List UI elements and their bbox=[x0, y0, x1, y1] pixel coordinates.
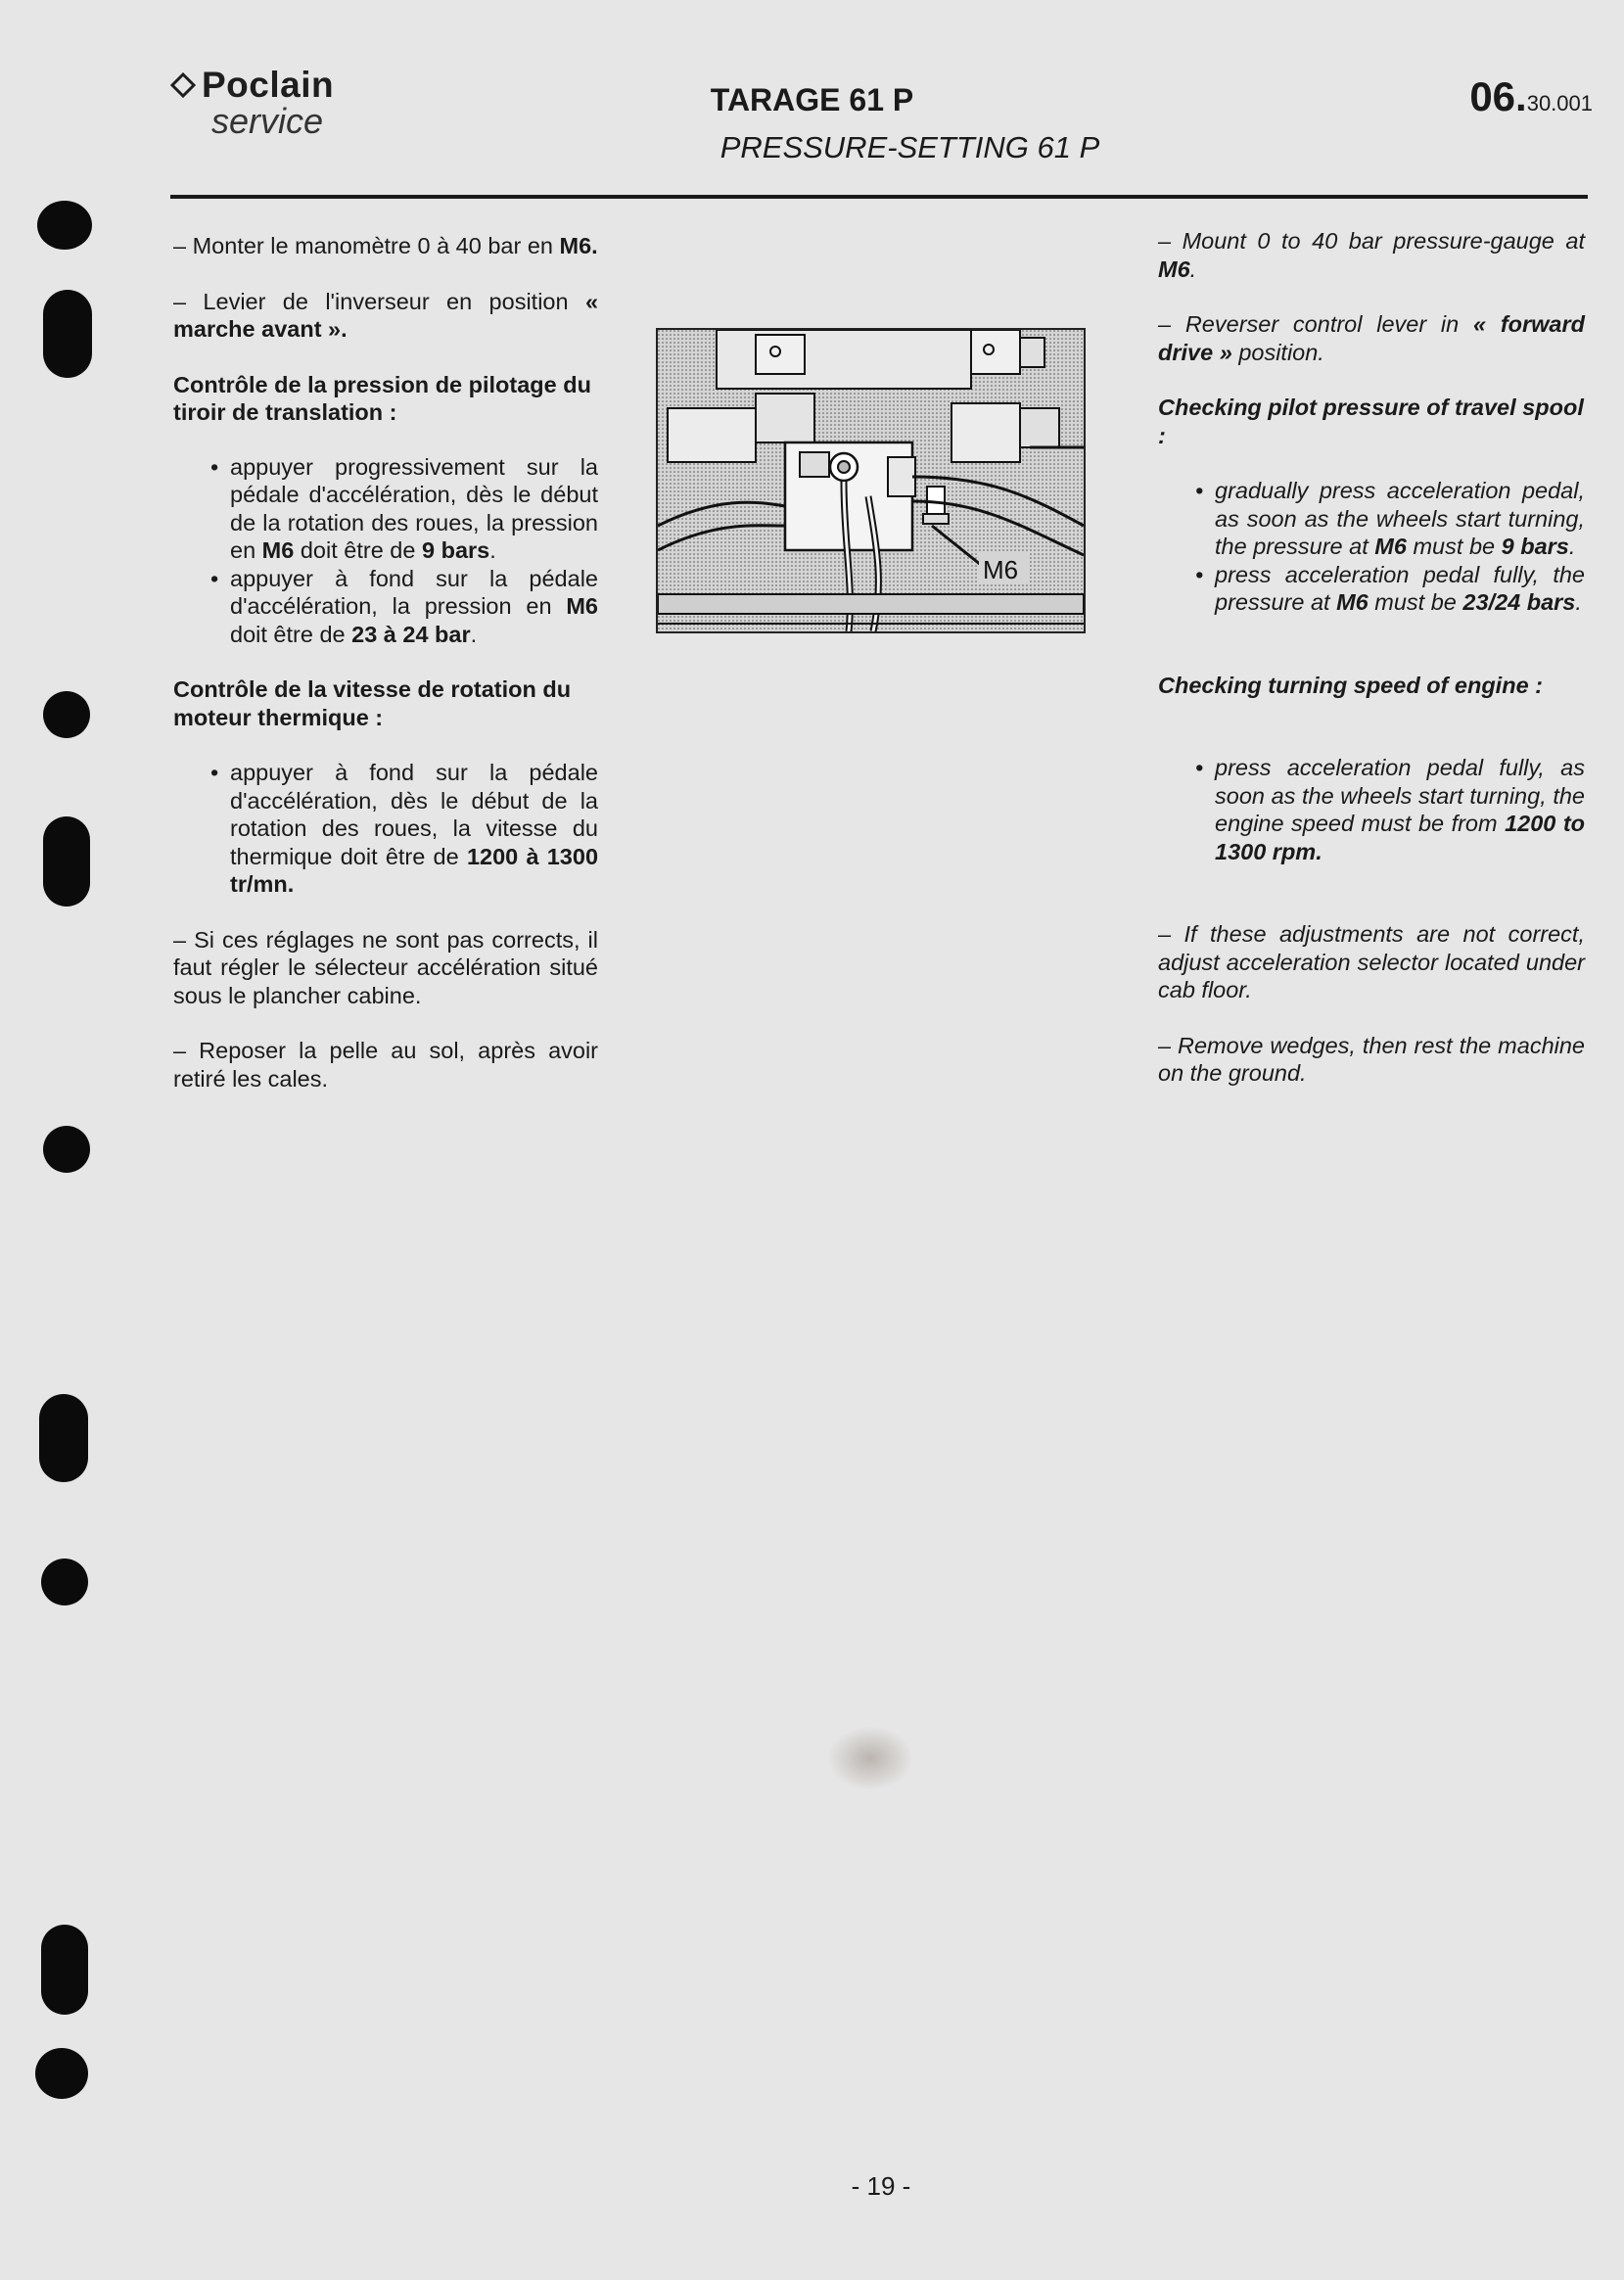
bullet-list bbox=[173, 453, 598, 649]
page-title-fr: TARAGE 61 P bbox=[710, 82, 914, 117]
page-number: - 19 - bbox=[851, 2171, 911, 2201]
section-heading: Contrôle de la pression de pilotage du tiroir de translation : bbox=[173, 371, 591, 425]
section-heading: Contrôle de la vitesse de rotation du moteur thermique : bbox=[173, 676, 572, 730]
instruction-paragraph: – Reverser control lever in « forward drive » position. bbox=[1158, 311, 1585, 365]
brand-subtitle: service bbox=[211, 101, 324, 141]
page-title-en: PRESSURE-SETTING 61 P bbox=[719, 130, 1100, 164]
binder-hole bbox=[43, 816, 90, 907]
list-item: • appuyer à fond sur la pédale d'accélération, la pression en M6 doit être de 23 à 24 bar. bbox=[230, 565, 598, 649]
figure-callout-label: M6 bbox=[983, 555, 1019, 584]
list-item: • press acceleration pedal fully, as soon as the wheels start turning, the engine speed must be from 1200 to 1300 rpm. bbox=[1215, 754, 1585, 865]
list-item: • appuyer à fond sur la pédale d'accélération, dès le début de la rotation des roues, la vitesse du thermique doit être de 1200 à 1300 tr/mn. bbox=[230, 759, 598, 899]
section-heading: Checking turning speed of engine : bbox=[1158, 672, 1543, 698]
header-rule bbox=[170, 195, 1588, 199]
instruction-paragraph: – If these adjustments are not correct, adjust acceleration selector located under cab floor. bbox=[1158, 921, 1585, 1002]
bullet-list bbox=[1158, 477, 1585, 617]
bullet-list bbox=[173, 759, 598, 899]
bullet-list bbox=[1158, 754, 1585, 865]
instruction-paragraph: – Si ces réglages ne sont pas corrects, il faut régler le sélecteur accélération situé sous le plancher cabine. bbox=[173, 926, 598, 1008]
binder-hole bbox=[41, 1559, 88, 1605]
list-item: • appuyer progressivement sur la pédale d'accélération, dès le début de la rotation des roues, la pression en M6 doit être de 9 bars. bbox=[230, 453, 598, 565]
column-french bbox=[173, 232, 598, 1093]
binder-hole bbox=[35, 2048, 88, 2099]
binder-hole bbox=[43, 691, 90, 738]
instruction-paragraph: – Reposer la pelle au sol, après avoir retiré les cales. bbox=[173, 1038, 598, 1092]
instruction-paragraph: – Levier de l'inverseur en position « marche avant ». bbox=[173, 288, 599, 342]
brand-name: Poclain bbox=[202, 65, 335, 105]
column-english bbox=[1158, 227, 1585, 1088]
binder-hole bbox=[39, 1394, 88, 1482]
binder-hole bbox=[41, 1925, 88, 2015]
document-code bbox=[1469, 73, 1593, 120]
list-item: • gradually press acceleration pedal, as soon as the wheels start turning, the pressure at M6 must be 9 bars. bbox=[1215, 477, 1585, 561]
binder-hole bbox=[43, 290, 92, 378]
section-heading: Checking pilot pressure of travel spool : bbox=[1158, 395, 1584, 448]
binder-hole bbox=[37, 201, 92, 250]
document-code-minor: 30.001 bbox=[1526, 91, 1593, 116]
instruction-paragraph: – Mount 0 to 40 bar pressure-gauge at M6. bbox=[1158, 228, 1585, 282]
document-code-major: 06. bbox=[1469, 73, 1527, 119]
paper-smudge bbox=[827, 1726, 913, 1791]
hydraulic-valve-figure bbox=[656, 328, 1086, 633]
list-item: • press acceleration pedal fully, the pressure at M6 must be 23/24 bars. bbox=[1215, 561, 1585, 617]
binder-hole bbox=[43, 1126, 90, 1173]
valve-illustration bbox=[658, 330, 1084, 631]
instruction-paragraph: – Remove wedges, then rest the machine on the ground. bbox=[1158, 1032, 1585, 1086]
instruction-paragraph: – Monter le manomètre 0 à 40 bar en M6. bbox=[173, 233, 598, 258]
